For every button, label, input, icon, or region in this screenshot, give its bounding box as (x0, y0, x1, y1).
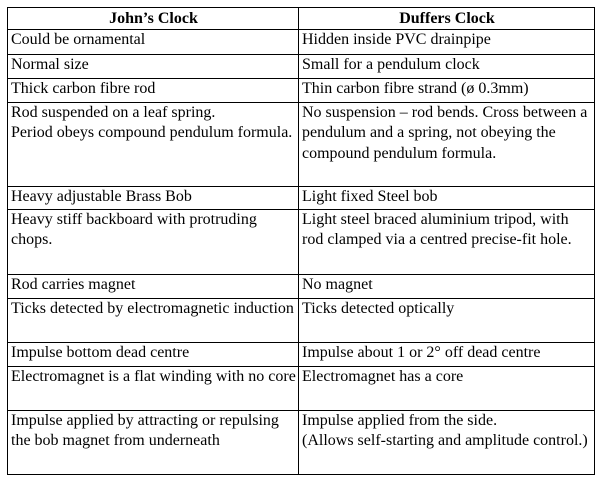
duffers-clock-cell: No magnet (299, 275, 595, 299)
duffers-clock-cell: Light steel braced aluminium tripod, with rod clamped via a centred precise-fit hole. (299, 210, 595, 275)
table-row (8, 187, 595, 210)
table-row (8, 299, 595, 343)
table-row (8, 367, 595, 411)
johns-clock-cell: Could be ornamental (8, 30, 299, 55)
table-row (8, 210, 595, 275)
table-row (8, 275, 595, 299)
duffers-clock-cell: Ticks detected optically (299, 299, 595, 343)
column-header-duffers-clock: Duffers Clock (299, 8, 595, 30)
table-row (8, 343, 595, 367)
table-row (8, 55, 595, 79)
table-row (8, 103, 595, 187)
duffers-clock-cell: Thin carbon fibre strand (ø 0.3mm) (299, 79, 595, 103)
johns-clock-cell: Ticks detected by electromagnetic induction (8, 299, 299, 343)
duffers-clock-cell: No suspension – rod bends. Cross between a pendulum and a spring, not obeying the compound pendulum formula. (299, 103, 595, 187)
header-row (8, 8, 595, 30)
johns-clock-cell: Electromagnet is a flat winding with no core (8, 367, 299, 411)
column-header-johns-clock: John’s Clock (8, 8, 299, 30)
table-row (8, 79, 595, 103)
duffers-clock-cell: Light fixed Steel bob (299, 187, 595, 210)
duffers-clock-cell: Impulse about 1 or 2° off dead centre (299, 343, 595, 367)
table-row (8, 411, 595, 475)
comparison-table (7, 7, 595, 475)
duffers-clock-cell: Electromagnet has a core (299, 367, 595, 411)
johns-clock-cell: Normal size (8, 55, 299, 79)
johns-clock-cell: Rod carries magnet (8, 275, 299, 299)
johns-clock-cell: Rod suspended on a leaf spring. Period obeys compound pendulum formula. (8, 103, 299, 187)
johns-clock-cell: Heavy adjustable Brass Bob (8, 187, 299, 210)
duffers-clock-cell: Impulse applied from the side. (Allows self-starting and amplitude control.) (299, 411, 595, 475)
johns-clock-cell: Impulse bottom dead centre (8, 343, 299, 367)
johns-clock-cell: Heavy stiff backboard with protruding chops. (8, 210, 299, 275)
johns-clock-cell: Thick carbon fibre rod (8, 79, 299, 103)
johns-clock-cell: Impulse applied by attracting or repulsing the bob magnet from underneath (8, 411, 299, 475)
duffers-clock-cell: Hidden inside PVC drainpipe (299, 30, 595, 55)
duffers-clock-cell: Small for a pendulum clock (299, 55, 595, 79)
table-row (8, 30, 595, 55)
